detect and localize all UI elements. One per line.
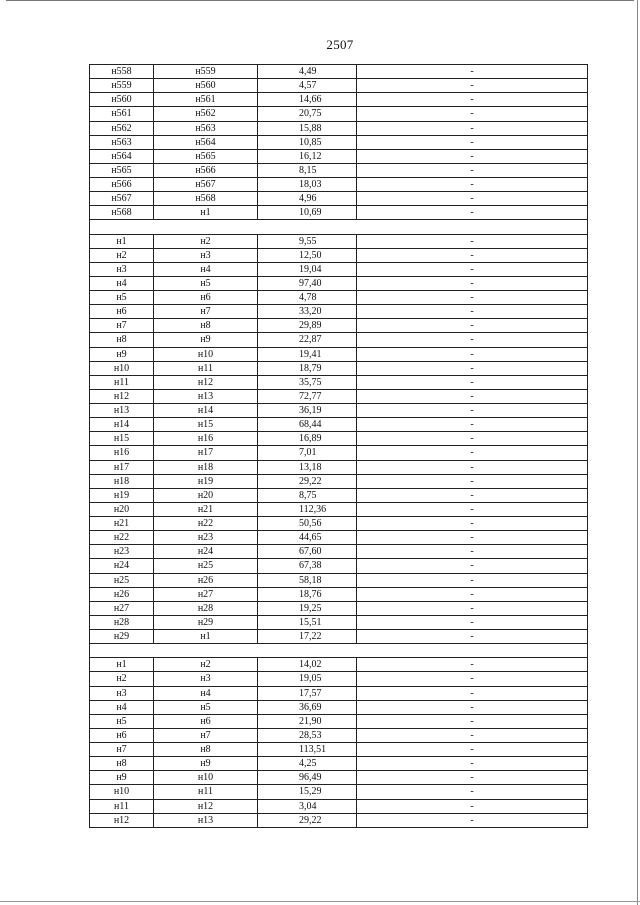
to-point-cell: н28 — [154, 601, 258, 615]
to-point-cell: н25 — [154, 559, 258, 573]
to-point-cell: н560 — [154, 79, 258, 93]
description-cell: - — [357, 65, 588, 79]
description-cell: - — [357, 276, 588, 290]
from-point-cell: н3 — [90, 686, 154, 700]
from-point-cell: н6 — [90, 728, 154, 742]
to-point-cell: н16 — [154, 432, 258, 446]
table-row — [90, 531, 588, 545]
from-point-cell: н2 — [90, 248, 154, 262]
from-point-cell: н25 — [90, 573, 154, 587]
description-cell: - — [357, 587, 588, 601]
length-cell: 19,04 — [258, 262, 357, 276]
table-row — [90, 149, 588, 163]
table-row — [90, 714, 588, 728]
from-point-cell: н558 — [90, 65, 154, 79]
length-cell: 16,12 — [258, 149, 357, 163]
description-cell: - — [357, 714, 588, 728]
table-row — [90, 333, 588, 347]
description-cell: - — [357, 361, 588, 375]
length-cell: 4,57 — [258, 79, 357, 93]
length-cell: 14,66 — [258, 93, 357, 107]
to-point-cell: н23 — [154, 531, 258, 545]
to-point-cell: н9 — [154, 333, 258, 347]
description-cell: - — [357, 149, 588, 163]
table-row — [90, 488, 588, 502]
description-cell: - — [357, 389, 588, 403]
length-cell: 18,03 — [258, 178, 357, 192]
from-point-cell: н11 — [90, 375, 154, 389]
to-point-cell: н3 — [154, 248, 258, 262]
table-row — [90, 234, 588, 248]
to-point-cell: н20 — [154, 488, 258, 502]
from-point-cell: н15 — [90, 432, 154, 446]
description-cell: - — [357, 163, 588, 177]
from-point-cell: н4 — [90, 276, 154, 290]
from-point-cell: н24 — [90, 559, 154, 573]
length-cell: 44,65 — [258, 531, 357, 545]
table-row — [90, 658, 588, 672]
to-point-cell: н4 — [154, 686, 258, 700]
table-row — [90, 163, 588, 177]
length-cell: 72,77 — [258, 389, 357, 403]
table-row — [90, 573, 588, 587]
description-cell: - — [357, 107, 588, 121]
from-point-cell: н29 — [90, 630, 154, 644]
to-point-cell: н29 — [154, 615, 258, 629]
from-point-cell: н7 — [90, 319, 154, 333]
table-row — [90, 559, 588, 573]
description-cell: - — [357, 488, 588, 502]
description-cell: - — [357, 517, 588, 531]
table-row — [90, 502, 588, 516]
from-point-cell: н13 — [90, 404, 154, 418]
table-row — [90, 757, 588, 771]
length-cell: 35,75 — [258, 375, 357, 389]
from-point-cell: н561 — [90, 107, 154, 121]
table-body — [90, 65, 588, 828]
length-cell: 68,44 — [258, 418, 357, 432]
from-point-cell: н23 — [90, 545, 154, 559]
to-point-cell: н559 — [154, 65, 258, 79]
to-point-cell: н561 — [154, 93, 258, 107]
to-point-cell: н8 — [154, 743, 258, 757]
from-point-cell: н22 — [90, 531, 154, 545]
from-point-cell: н7 — [90, 743, 154, 757]
table-row — [90, 799, 588, 813]
length-cell: 67,60 — [258, 545, 357, 559]
description-cell: - — [357, 757, 588, 771]
length-cell: 14,02 — [258, 658, 357, 672]
length-cell: 7,01 — [258, 446, 357, 460]
description-cell: - — [357, 291, 588, 305]
to-point-cell: н7 — [154, 305, 258, 319]
length-cell: 17,22 — [258, 630, 357, 644]
length-cell: 9,55 — [258, 234, 357, 248]
length-cell: 4,49 — [258, 65, 357, 79]
description-cell: - — [357, 432, 588, 446]
description-cell: - — [357, 531, 588, 545]
from-point-cell: н2 — [90, 672, 154, 686]
length-cell: 4,78 — [258, 291, 357, 305]
section-separator-cell — [90, 220, 588, 234]
table-row — [90, 178, 588, 192]
length-cell: 29,22 — [258, 813, 357, 827]
to-point-cell: н564 — [154, 135, 258, 149]
description-cell: - — [357, 135, 588, 149]
to-point-cell: н4 — [154, 262, 258, 276]
table-row — [90, 813, 588, 827]
length-cell: 67,38 — [258, 559, 357, 573]
description-cell: - — [357, 615, 588, 629]
to-point-cell: н22 — [154, 517, 258, 531]
from-point-cell: н566 — [90, 178, 154, 192]
table-row — [90, 700, 588, 714]
to-point-cell: н21 — [154, 502, 258, 516]
description-cell: - — [357, 474, 588, 488]
table-row — [90, 206, 588, 220]
to-point-cell: н3 — [154, 672, 258, 686]
length-cell: 3,04 — [258, 799, 357, 813]
from-point-cell: н12 — [90, 389, 154, 403]
to-point-cell: н6 — [154, 714, 258, 728]
description-cell: - — [357, 672, 588, 686]
boundary-segments-table — [89, 64, 588, 828]
table-row — [90, 630, 588, 644]
description-cell: - — [357, 728, 588, 742]
description-cell: - — [357, 347, 588, 361]
table-row — [90, 743, 588, 757]
to-point-cell: н18 — [154, 460, 258, 474]
length-cell: 4,96 — [258, 192, 357, 206]
table-row — [90, 615, 588, 629]
description-cell: - — [357, 404, 588, 418]
description-cell: - — [357, 418, 588, 432]
length-cell: 15,51 — [258, 615, 357, 629]
description-cell: - — [357, 813, 588, 827]
to-point-cell: н11 — [154, 785, 258, 799]
from-point-cell: н19 — [90, 488, 154, 502]
description-cell: - — [357, 686, 588, 700]
table-row — [90, 389, 588, 403]
from-point-cell: н10 — [90, 361, 154, 375]
description-cell: - — [357, 121, 588, 135]
length-cell: 19,41 — [258, 347, 357, 361]
description-cell: - — [357, 573, 588, 587]
to-point-cell: н12 — [154, 799, 258, 813]
to-point-cell: н567 — [154, 178, 258, 192]
length-cell: 29,22 — [258, 474, 357, 488]
from-point-cell: н17 — [90, 460, 154, 474]
from-point-cell: н10 — [90, 785, 154, 799]
to-point-cell: н563 — [154, 121, 258, 135]
length-cell: 17,57 — [258, 686, 357, 700]
length-cell: 50,56 — [258, 517, 357, 531]
length-cell: 19,25 — [258, 601, 357, 615]
to-point-cell: н10 — [154, 771, 258, 785]
from-point-cell: н18 — [90, 474, 154, 488]
table-row — [90, 79, 588, 93]
description-cell: - — [357, 785, 588, 799]
to-point-cell: н24 — [154, 545, 258, 559]
description-cell: - — [357, 630, 588, 644]
length-cell: 8,15 — [258, 163, 357, 177]
length-cell: 21,90 — [258, 714, 357, 728]
from-point-cell: н564 — [90, 149, 154, 163]
page-number: 2507 — [326, 37, 354, 52]
description-cell: - — [357, 234, 588, 248]
table-row — [90, 262, 588, 276]
to-point-cell: н19 — [154, 474, 258, 488]
length-cell: 20,75 — [258, 107, 357, 121]
length-cell: 8,75 — [258, 488, 357, 502]
from-point-cell: н8 — [90, 757, 154, 771]
from-point-cell: н560 — [90, 93, 154, 107]
to-point-cell: н27 — [154, 587, 258, 601]
description-cell: - — [357, 446, 588, 460]
table-row — [90, 135, 588, 149]
table-row — [90, 93, 588, 107]
table-row — [90, 771, 588, 785]
length-cell: 28,53 — [258, 728, 357, 742]
table-row — [90, 248, 588, 262]
to-point-cell: н6 — [154, 291, 258, 305]
description-cell: - — [357, 333, 588, 347]
table-row — [90, 276, 588, 290]
length-cell: 22,87 — [258, 333, 357, 347]
table-row — [90, 545, 588, 559]
table-row — [90, 446, 588, 460]
to-point-cell: н9 — [154, 757, 258, 771]
from-point-cell: н20 — [90, 502, 154, 516]
table-row — [90, 305, 588, 319]
from-point-cell: н4 — [90, 700, 154, 714]
description-cell: - — [357, 559, 588, 573]
table-row — [90, 460, 588, 474]
to-point-cell: н568 — [154, 192, 258, 206]
to-point-cell: н5 — [154, 276, 258, 290]
to-point-cell: н12 — [154, 375, 258, 389]
length-cell: 15,29 — [258, 785, 357, 799]
table-row — [90, 418, 588, 432]
length-cell: 36,19 — [258, 404, 357, 418]
table-row — [90, 672, 588, 686]
length-cell: 16,89 — [258, 432, 357, 446]
table-row — [90, 65, 588, 79]
length-cell: 58,18 — [258, 573, 357, 587]
length-cell: 4,25 — [258, 757, 357, 771]
table-row — [90, 375, 588, 389]
table-row — [90, 517, 588, 531]
from-point-cell: н567 — [90, 192, 154, 206]
table-row — [90, 192, 588, 206]
from-point-cell: н9 — [90, 771, 154, 785]
to-point-cell: н7 — [154, 728, 258, 742]
from-point-cell: н11 — [90, 799, 154, 813]
to-point-cell: н11 — [154, 361, 258, 375]
to-point-cell: н26 — [154, 573, 258, 587]
from-point-cell: н14 — [90, 418, 154, 432]
to-point-cell: н13 — [154, 389, 258, 403]
description-cell: - — [357, 248, 588, 262]
from-point-cell: н5 — [90, 291, 154, 305]
to-point-cell: н562 — [154, 107, 258, 121]
description-cell: - — [357, 93, 588, 107]
from-point-cell: н3 — [90, 262, 154, 276]
description-cell: - — [357, 658, 588, 672]
to-point-cell: н5 — [154, 700, 258, 714]
table-row — [90, 686, 588, 700]
description-cell: - — [357, 319, 588, 333]
description-cell: - — [357, 375, 588, 389]
from-point-cell: н1 — [90, 234, 154, 248]
description-cell: - — [357, 601, 588, 615]
length-cell: 112,36 — [258, 502, 357, 516]
description-cell: - — [357, 743, 588, 757]
length-cell: 97,40 — [258, 276, 357, 290]
to-point-cell: н2 — [154, 234, 258, 248]
table-row — [90, 291, 588, 305]
length-cell: 12,50 — [258, 248, 357, 262]
description-cell: - — [357, 206, 588, 220]
length-cell: 18,76 — [258, 587, 357, 601]
length-cell: 18,79 — [258, 361, 357, 375]
description-cell: - — [357, 79, 588, 93]
from-point-cell: н559 — [90, 79, 154, 93]
length-cell: 29,89 — [258, 319, 357, 333]
description-cell: - — [357, 262, 588, 276]
table-row — [90, 785, 588, 799]
table-row — [90, 121, 588, 135]
from-point-cell: н16 — [90, 446, 154, 460]
from-point-cell: н563 — [90, 135, 154, 149]
to-point-cell: н15 — [154, 418, 258, 432]
to-point-cell: н566 — [154, 163, 258, 177]
description-cell: - — [357, 502, 588, 516]
table-row — [90, 432, 588, 446]
to-point-cell: н13 — [154, 813, 258, 827]
from-point-cell: н8 — [90, 333, 154, 347]
length-cell: 36,69 — [258, 700, 357, 714]
from-point-cell: н568 — [90, 206, 154, 220]
to-point-cell: н565 — [154, 149, 258, 163]
section-separator-row — [90, 644, 588, 658]
section-separator-cell — [90, 644, 588, 658]
to-point-cell: н17 — [154, 446, 258, 460]
to-point-cell: н8 — [154, 319, 258, 333]
table-row — [90, 601, 588, 615]
page-right-border — [637, 0, 638, 905]
from-point-cell: н562 — [90, 121, 154, 135]
from-point-cell: н12 — [90, 813, 154, 827]
from-point-cell: н28 — [90, 615, 154, 629]
description-cell: - — [357, 178, 588, 192]
length-cell: 10,69 — [258, 206, 357, 220]
description-cell: - — [357, 700, 588, 714]
length-cell: 10,85 — [258, 135, 357, 149]
length-cell: 96,49 — [258, 771, 357, 785]
from-point-cell: н9 — [90, 347, 154, 361]
from-point-cell: н21 — [90, 517, 154, 531]
from-point-cell: н565 — [90, 163, 154, 177]
description-cell: - — [357, 192, 588, 206]
table-row — [90, 107, 588, 121]
description-cell: - — [357, 799, 588, 813]
to-point-cell: н1 — [154, 206, 258, 220]
description-cell: - — [357, 771, 588, 785]
from-point-cell: н26 — [90, 587, 154, 601]
page-bottom-border — [0, 901, 640, 902]
table-row — [90, 319, 588, 333]
length-cell: 19,05 — [258, 672, 357, 686]
description-cell: - — [357, 305, 588, 319]
table-row — [90, 404, 588, 418]
table-row — [90, 474, 588, 488]
table-row — [90, 347, 588, 361]
length-cell: 113,51 — [258, 743, 357, 757]
section-separator-row — [90, 220, 588, 234]
table-row — [90, 361, 588, 375]
to-point-cell: н1 — [154, 630, 258, 644]
from-point-cell: н27 — [90, 601, 154, 615]
table-row — [90, 587, 588, 601]
length-cell: 33,20 — [258, 305, 357, 319]
length-cell: 15,88 — [258, 121, 357, 135]
from-point-cell: н1 — [90, 658, 154, 672]
description-cell: - — [357, 545, 588, 559]
from-point-cell: н6 — [90, 305, 154, 319]
description-cell: - — [357, 460, 588, 474]
table-row — [90, 728, 588, 742]
to-point-cell: н2 — [154, 658, 258, 672]
to-point-cell: н10 — [154, 347, 258, 361]
from-point-cell: н5 — [90, 714, 154, 728]
to-point-cell: н14 — [154, 404, 258, 418]
length-cell: 13,18 — [258, 460, 357, 474]
page-top-border — [6, 0, 634, 1]
